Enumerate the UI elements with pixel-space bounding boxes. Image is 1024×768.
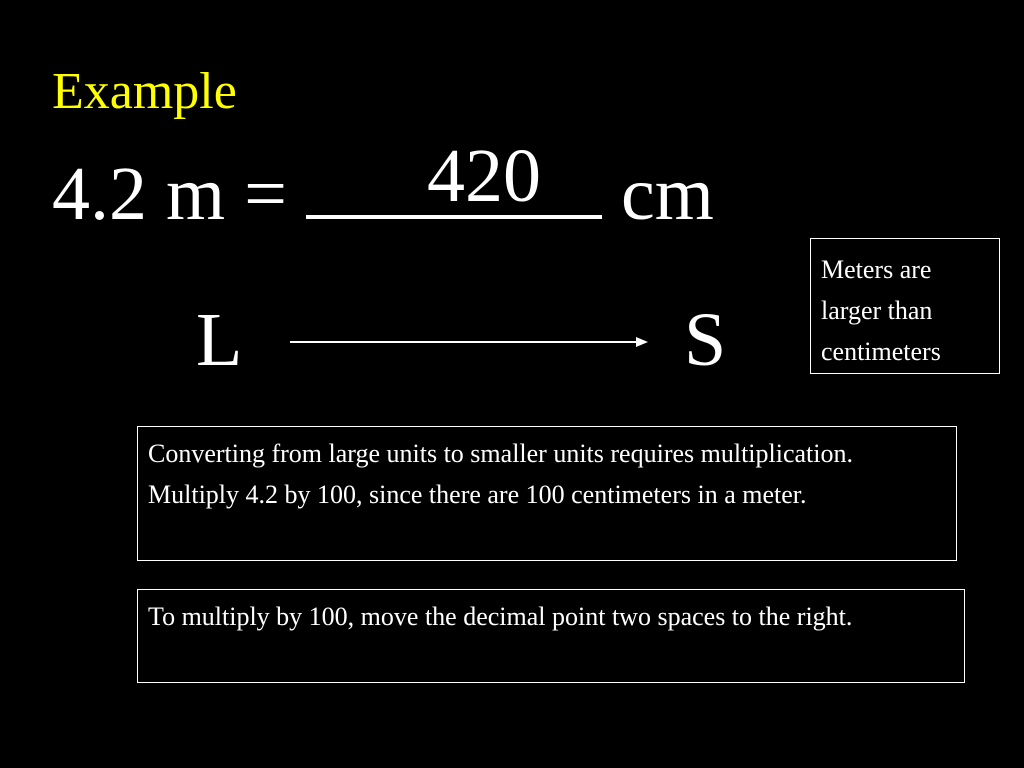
equation-unit: cm [601,152,714,236]
explanation-box [137,426,957,561]
large-unit-label: L [196,298,243,382]
side-note-box [810,238,1000,374]
explanation-text: Converting from large units to smaller units requires multiplication. Multiply 4.2 by 100, since there are 100 centimeters in a meter. [148,439,854,509]
tip-text: To multiply by 100, move the decimal point two spaces to the right. [148,602,853,631]
tip-box [137,589,965,683]
right-arrow-icon [290,332,650,352]
conversion-equation [52,150,714,238]
side-note-text: Meters are larger than centimeters [821,255,941,366]
equation-left: 4.2 m = [52,152,306,236]
small-unit-label: S [684,298,727,382]
answer-value: 420 [427,134,541,218]
slide-title: Example [52,63,237,120]
